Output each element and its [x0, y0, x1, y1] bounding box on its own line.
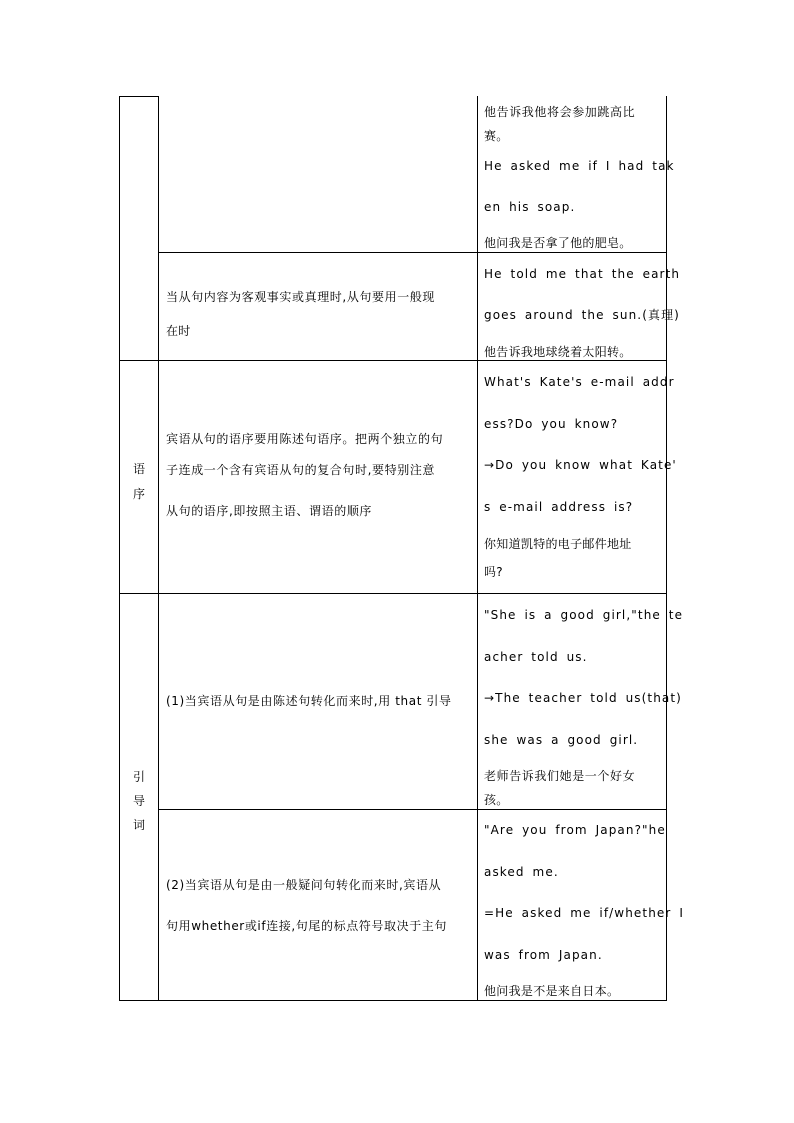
example-line: 他告诉我他将会参加跳高比 — [484, 105, 636, 119]
rule-text-line: 子连成一个含有宾语从句的复合句时,要特别注意 — [166, 463, 436, 477]
category-label-char: 导 — [132, 794, 145, 808]
rule-text-line: 在时 — [166, 324, 191, 338]
rule-text-line: (1)当宾语从句是由陈述句转化而来时,用 that 引导 — [166, 694, 452, 708]
example-line: s e-mail address is? — [484, 500, 634, 514]
row-divider-1 — [158, 252, 667, 253]
example-line: 赛。 — [484, 129, 509, 143]
example-line: en his soap. — [484, 200, 576, 214]
example-line: "Are you from Japan?"he — [484, 823, 666, 837]
row-divider-4 — [158, 809, 667, 810]
example-line: What's Kate's e-mail addr — [484, 375, 675, 389]
category-label-char: 词 — [132, 818, 145, 832]
table-left-border — [119, 96, 120, 1001]
example-line: 吗? — [484, 565, 503, 579]
example-line: He told me that the earth — [484, 267, 681, 281]
category-label-char: 序 — [132, 487, 145, 501]
example-line: →Do you know what Kate' — [484, 458, 677, 472]
table-bottom-border — [119, 1000, 667, 1001]
example-line: 老师告诉我们她是一个好女 — [484, 769, 636, 783]
category-label-char: 语 — [132, 462, 145, 476]
example-line: ess?Do you know? — [484, 417, 619, 431]
example-line: →The teacher told us(that) — [484, 691, 682, 705]
example-line: acher told us. — [484, 650, 588, 664]
row-divider-3 — [119, 593, 667, 594]
example-line: 你知道凯特的电子邮件地址 — [484, 537, 632, 551]
table-col2-divider — [477, 96, 478, 1001]
example-line: was from Japan. — [484, 948, 603, 962]
table-right-border — [666, 96, 667, 1001]
example-line: goes around the sun.(真理) — [484, 308, 680, 322]
category-label-char: 引 — [132, 770, 145, 784]
rule-text-line: 句用whether或if连接,句尾的标点符号取决于主句 — [166, 919, 448, 933]
example-line: 他告诉我地球绕着太阳转。 — [484, 345, 632, 359]
table-top-stub — [119, 96, 159, 97]
example-line: 他问我是否拿了他的肥皂。 — [484, 236, 632, 250]
rule-text-line: 宾语从句的语序要用陈述句语序。把两个独立的句 — [166, 432, 444, 446]
table-col1-divider — [158, 96, 159, 1001]
rule-text-line: (2)当宾语从句是由一般疑问句转化而来时,宾语从 — [166, 878, 442, 892]
example-line: He asked me if I had tak — [484, 159, 675, 173]
row-divider-2 — [119, 360, 667, 361]
example-line: she was a good girl. — [484, 733, 639, 747]
example-line: 他问我是不是来自日本。 — [484, 984, 620, 998]
example-line: 孩。 — [484, 793, 509, 807]
rule-text-line: 从句的语序,即按照主语、谓语的顺序 — [166, 504, 373, 518]
example-line: =He asked me if/whether I — [484, 906, 684, 920]
rule-text-line: 当从句内容为客观事实或真理时,从句要用一般现 — [166, 290, 436, 304]
example-line: "She is a good girl,"the te — [484, 608, 684, 622]
example-line: asked me. — [484, 865, 559, 879]
